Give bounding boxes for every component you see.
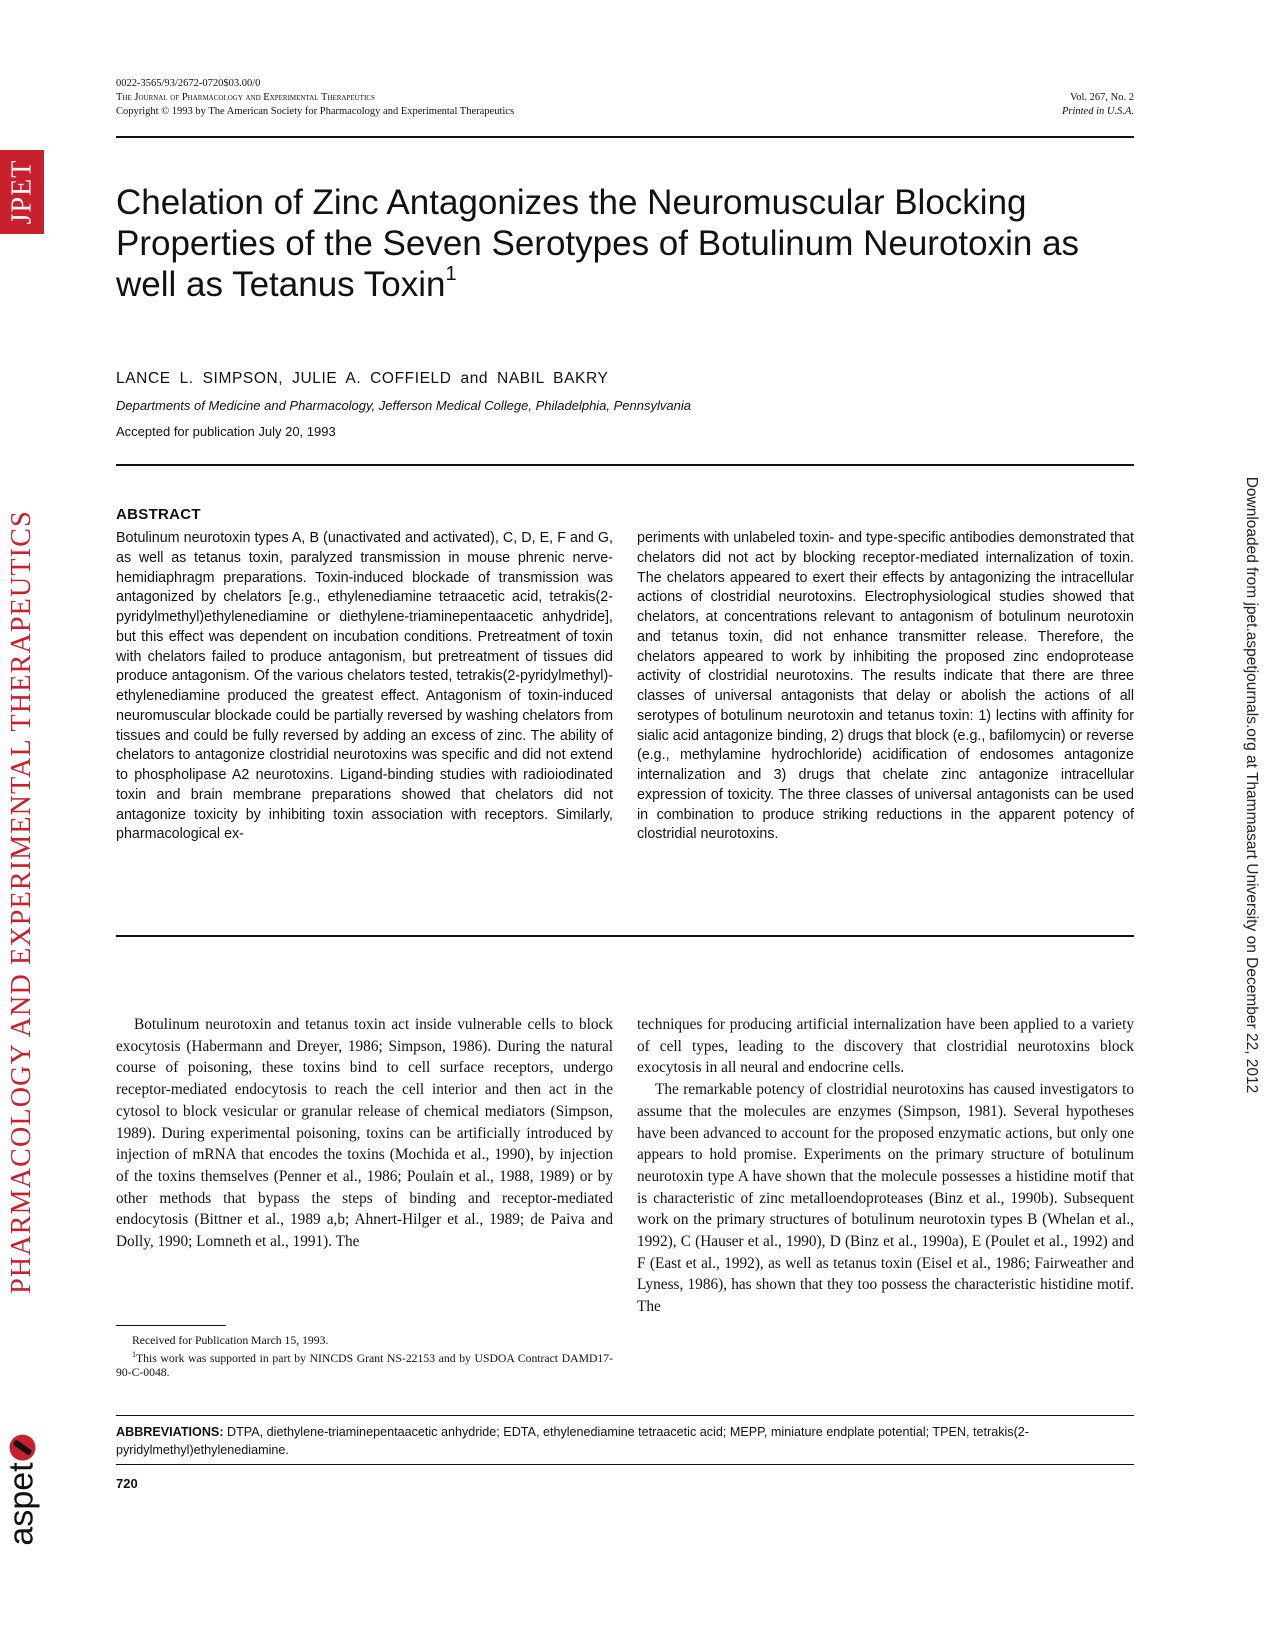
abstract-heading: ABSTRACT [116, 506, 201, 523]
footnotes [116, 1334, 613, 1380]
abbreviations-label: ABBREVIATIONS: [116, 1425, 224, 1439]
aspet-logo-text: aspet [2, 1462, 41, 1546]
article-title [116, 182, 1136, 305]
funding-note [116, 1348, 613, 1380]
aspet-logo-mark-icon [9, 1434, 35, 1460]
body-paragraph: Botulinum neurotoxin and tetanus toxin act inside vulnerable cells to block exocytosis (Habermann and Dreyer, 1986; Simpson, 1986). During the natural course of poisoning, these toxins bind to cell surface receptors, undergo receptor-mediated endocytosis to reach the cell interior and then act in the cytosol to block vesicular or granular release of chemical mediators (Simpson, 1989). During experimental poisoning, toxins can be artificially introduced by injection of mRNA that encodes the toxins (Mochida et al., 1990), by injection of the toxins themselves (Penner et al., 1986; Poulain et al., 1988, 1989) or by other methods that bypass the steps of binding and receptor-mediated endocytosis (Bittner et al., 1989 a,b; Ahnert-Hilger et al., 1989; de Paiva and Dolly, 1990; Lomneth et al., 1991). The [116, 1016, 613, 1251]
footnote-rule [116, 1325, 226, 1326]
article-code: 0022-3565/93/2672-0720$03.00/0 [116, 78, 261, 89]
funding-footnote-mark: 1 [132, 1350, 136, 1359]
jpet-label: JPET [6, 159, 37, 225]
page-number: 720 [116, 1476, 138, 1491]
journal-header-left [116, 77, 514, 119]
journal-title: The Journal of Pharmacology and Experimental Therapeutics [116, 92, 375, 103]
accepted-date: Accepted for publication July 20, 1993 [116, 424, 336, 439]
journal-header-right [1062, 91, 1134, 119]
volume-line: Vol. 267, No. 2 [1070, 92, 1134, 103]
copyright-line: Copyright © 1993 by The American Society for Pharmacology and Experimental Therapeutics [116, 106, 515, 117]
title-footnote-mark: 1 [445, 263, 457, 285]
article-title-text: Chelation of Zinc Antagonizes the Neuromuscular Blocking Properties of the Seven Serotypes of Botulinum Neurotoxin as well as Tetanus Toxin [116, 183, 1080, 304]
abbreviations-top-rule [116, 1415, 1134, 1416]
body-column-1 [116, 1014, 613, 1253]
printed-line: Printed in U.S.A. [1061, 106, 1134, 117]
body-column-2 [637, 1014, 1134, 1318]
abstract-column-2: periments with unlabeled toxin- and type-specific antibodies demonstrated that chelators did not act by blocking receptor-mediated internalization of toxin. The chelators appeared to exert their effects by antagonizing the intracellular actions of clostridial neurotoxins. Electrophysiological studies showed that chelators, at concentrations relevant to antagonism of botulinum neurotoxin and tetanus toxin, did not enhance transmitter release. Therefore, the chelators appeared to work by inhibiting the proposed zinc endoprotease activity of clostridial neurotoxins. The results indicate that there are three classes of universal antagonists that delay or abolish the actions of all serotypes of botulinum neurotoxin and tetanus toxin: 1) lectins with affinity for sialic acid antagonize binding, 2) drugs that block (e.g., bafilomycin) or reverse (e.g., methylamine hydrochloride) acidification of endosomes antagonize internalization and 3) drugs that chelate zinc antagonize intracellular expression of toxicity. The three classes of universal antagonists can be used in combination to produce striking reductions in the apparent potency of clostridial neurotoxins. [637, 530, 1134, 843]
abstract-top-rule [116, 464, 1134, 466]
affiliation: Departments of Medicine and Pharmacology, Jefferson Medical College, Philadelphia, Pennsylvania [116, 398, 691, 413]
header-rule [116, 136, 1134, 138]
author-list: LANCE L. SIMPSON, JULIE A. COFFIELD and NABIL BAKRY [116, 370, 609, 387]
abstract-column-1: Botulinum neurotoxin types A, B (unactivated and activated), C, D, E, F and G, as well as tetanus toxin, paralyzed transmission in mouse phrenic nerve-hemidiaphragm preparations. Toxin-induced blockade of transmission was antagonized by chelators [e.g., ethylenediamine tetraacetic acid, tetrakis(2-pyridylmethyl)ethylenediamine or diethylene-triaminepentaacetic anhydride], but this effect was dependent on incubation conditions. Pretreatment of toxin with chelators failed to produce antagonism, but pretreatment of tissues did produce antagonism. Of the various chelators tested, tetrakis(2-pyridylmethyl)-ethylenediamine produced the greatest effect. Antagonism of toxin-induced neuromuscular blockade could be partially reversed by washing chelators from tissues and could be fully reversed by adding an excess of zinc. The ability of chelators to antagonize clostridial neurotoxins was specific and did not extend to phospholipase A2 neurotoxins. Ligand-binding studies with radioiodinated toxin and brain membrane preparations showed that chelators did not antagonize toxicity by inhibiting toxin association with receptors. Similarly, pharmacological ex- [116, 530, 613, 843]
received-note: Received for Publication March 15, 1993. [132, 1334, 329, 1347]
abbreviations-text: DTPA, diethylene-triaminepentaacetic anhydride; EDTA, ethylenediamine tetraacetic acid; MEPP, miniature endplate potential; TPEN, tetrakis(2-pyridylmethyl)ethylenediamine. [116, 1425, 1029, 1457]
abstract-bottom-rule [116, 935, 1134, 937]
aspet-logo [3, 1434, 42, 1545]
jpet-badge [0, 150, 44, 234]
abbreviations-bottom-rule [116, 1464, 1134, 1465]
abbreviations-block [116, 1423, 1134, 1459]
download-note: Downloaded from jpet.aspetjournals.org at Thammasart University on December 22, 2012 [1243, 476, 1260, 1094]
body-paragraph: techniques for producing artificial internalization have been applied to a variety of cell types, leading to the discovery that clostridial neurotoxins block exocytosis in all neural and endocrine cells. [637, 1016, 1134, 1077]
body-paragraph: The remarkable potency of clostridial neurotoxins has caused investigators to assume that the molecules are enzymes (Simpson, 1981). Several hypotheses have been advanced to account for the proposed enzymatic actions, but only one appears to hold promise. Experiments on the primary structure of botulinum neurotoxin type A have shown that the molecule possesses a histidine motif that is characteristic of zinc metalloendoproteases (Binz et al., 1990b). Subsequent work on the primary structures of botulinum neurotoxin types B (Whelan et al., 1992), C (Hauser et al., 1990), D (Binz et al., 1990a), E (Poulet et al., 1992) and F (East et al., 1992), as well as tetanus toxin (Eisel et al., 1986; Fairweather and Lyness, 1986), has shown that they too possess the characteristic histidine motif. The [637, 1081, 1134, 1316]
funding-text: This work was supported in part by NINCDS Grant NS-22153 and by USDOA Contract DAMD17-90-C-0048. [116, 1351, 613, 1379]
journal-name-vertical: PHARMACOLOGY AND EXPERIMENTAL THERAPEUTICS [6, 510, 37, 1294]
journal-side-banner [0, 150, 44, 1546]
